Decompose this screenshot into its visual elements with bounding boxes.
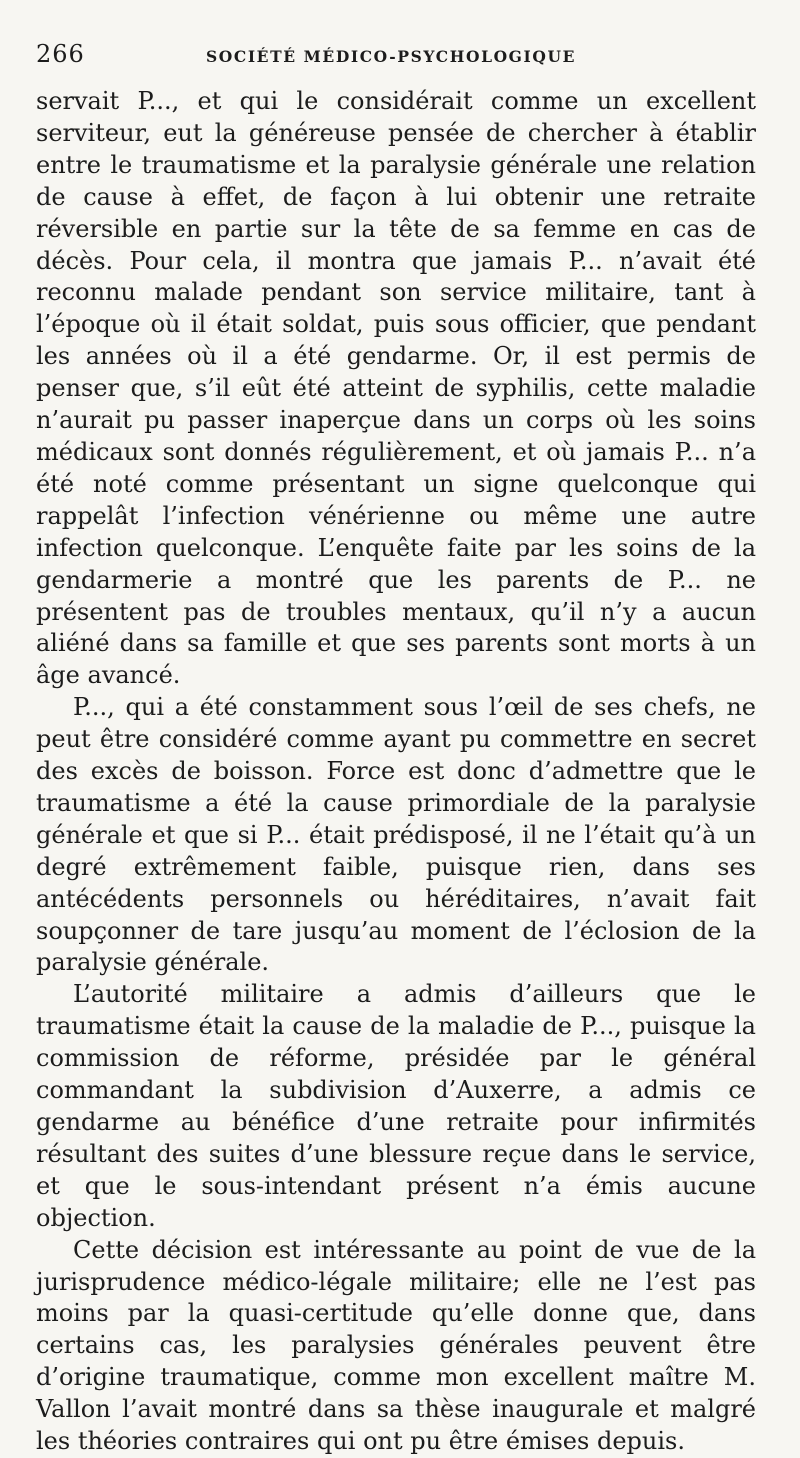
page-number: 266 — [36, 40, 85, 68]
page-header — [36, 40, 756, 86]
running-title: SOCIÉTÉ MÉDICO-PSYCHOLOGIQUE — [206, 47, 576, 66]
paragraph: Cette décision est intéressante au point de vue de la jurisprudence médico-légale militaire; elle ne l’est pas moins par la quasi-certitude qu’elle donne que, dans certains cas, les paralysies générales peuvent être d’origine traumatique, comme mon excellent maître M. Vallon l’avait montré dans sa thèse inaugurale et malgré les théories contraires qui ont pu être émises depuis. — [36, 1235, 756, 1456]
paragraph: P..., qui a été constamment sous l’œil de ses chefs, ne peut être considéré comme ayant pu commettre en secret des excès de boisson. Force est donc d’admettre que le traumatisme a été la cause primordiale de la paralysie générale et que si P... était prédisposé, il ne l’était qu’à un degré extrêmement faible, puisque rien, dans ses antécédents personnels ou héréditaires, n’avait fait soupçonner de tare jusqu’au moment de l’éclosion de la paralysie générale. — [36, 693, 756, 977]
body-text — [36, 86, 756, 1458]
paragraph-continued: servait P..., et qui le considérait comme un excellent serviteur, eut la généreuse pensée de chercher à établir entre le traumatisme et la paralysie générale une relation de cause à effet, de façon à lui obtenir une retraite réversible en partie sur la tête de sa femme en cas de décès. Pour cela, il montra que jamais P... n’avait été reconnu malade pendant son service militaire, tant à l’époque où il était soldat, puis sous officier, que pendant les années où il a été gendarme. Or, il est permis de penser que, s’il eût été atteint de syphilis, cette maladie n’aurait pu passer inaperçue dans un corps où les soins médicaux sont donnés régulièrement, et où jamais P... n’a été noté comme présentant un signe quelconque qui rappelât l’infection vénérienne ou même une autre infection quelconque. L’enquête faite par les soins de la gendarmerie a montré que les parents de P... ne présentent pas de troubles mentaux, qu’il n’y a aucun aliéné dans sa famille et que ses parents sont morts à un âge avancé. — [36, 87, 756, 690]
paragraph: L’autorité militaire a admis d’ailleurs que le traumatisme était la cause de la maladie de P..., puisque la commission de réforme, présidée par le général commandant la subdivision d’Auxerre, a admis ce gendarme au bénéfice d’une retraite pour infirmités résultant des suites d’une blessure reçue dans le service, et que le sous-intendant présent n’a émis aucune objection. — [36, 980, 756, 1232]
